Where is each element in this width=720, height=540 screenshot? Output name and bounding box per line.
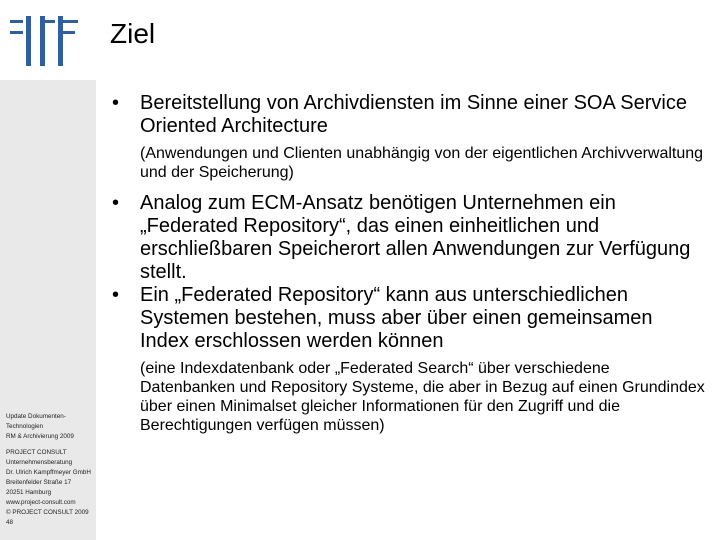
project-consult-logo <box>10 16 80 66</box>
footer-company-name: PROJECT CONSULT <box>6 449 67 456</box>
subtext-index-database: (eine Indexdatenbank oder „Federated Search“ über verschiedene Datenbanken und Repository Systeme, die aber in Bezug auf einen Grundindex über einen Minimalset gleicher Informationen für den Zugriff und die Berechtigungen verfügen müssen) <box>140 360 705 434</box>
bullet-federated-repository <box>110 284 705 353</box>
bullet-text: Ein „Federated Repository“ kann aus unterschiedlichen Systemen bestehen, muss aber über einen gemeinsamen Index erschlossen werden können <box>140 284 653 352</box>
bullet-dot: • <box>112 284 120 306</box>
slide-content <box>110 92 705 435</box>
top-bar <box>0 0 720 80</box>
footer-info <box>6 412 94 528</box>
bullet-text: Analog zum ECM-Ansatz benötigen Unternehmen ein „Federated Repository“, das einen einheitlichen und erschließbaren Speicherort allen Anwendungen zur Verfügung stellt. <box>140 192 691 283</box>
bullet-ecm-approach <box>110 192 705 284</box>
bullet-dot: • <box>112 92 120 114</box>
bullet-archive-services <box>110 92 705 138</box>
footer-street: Breitenfelder Straße 17 <box>6 479 72 486</box>
footer-event-line3: RM & Archivierung 2009 <box>6 433 74 440</box>
page-number: 48 <box>6 519 14 526</box>
footer-event-line1: Update Dokumenten- <box>6 413 66 420</box>
bullet-dot: • <box>112 192 120 214</box>
footer-website: www.project-consult.com <box>6 499 76 506</box>
footer-company-type: Unternehmensberatung <box>6 459 73 466</box>
footer-company-legal: Dr. Ulrich Kampffmeyer GmbH <box>6 469 91 476</box>
subtext-independence: (Anwendungen und Clienten unabhängig von der eigentlichen Archivverwaltung und der Speicherung) <box>140 145 704 181</box>
slide-title: Ziel <box>110 18 156 49</box>
bullet-text: Bereitstellung von Archivdiensten im Sinne einer SOA Service Oriented Architecture <box>140 92 687 137</box>
footer-event-line2: Technologien <box>6 423 44 430</box>
footer-city: 20251 Hamburg <box>6 489 52 496</box>
footer-copyright: © PROJECT CONSULT 2009 <box>6 509 89 516</box>
